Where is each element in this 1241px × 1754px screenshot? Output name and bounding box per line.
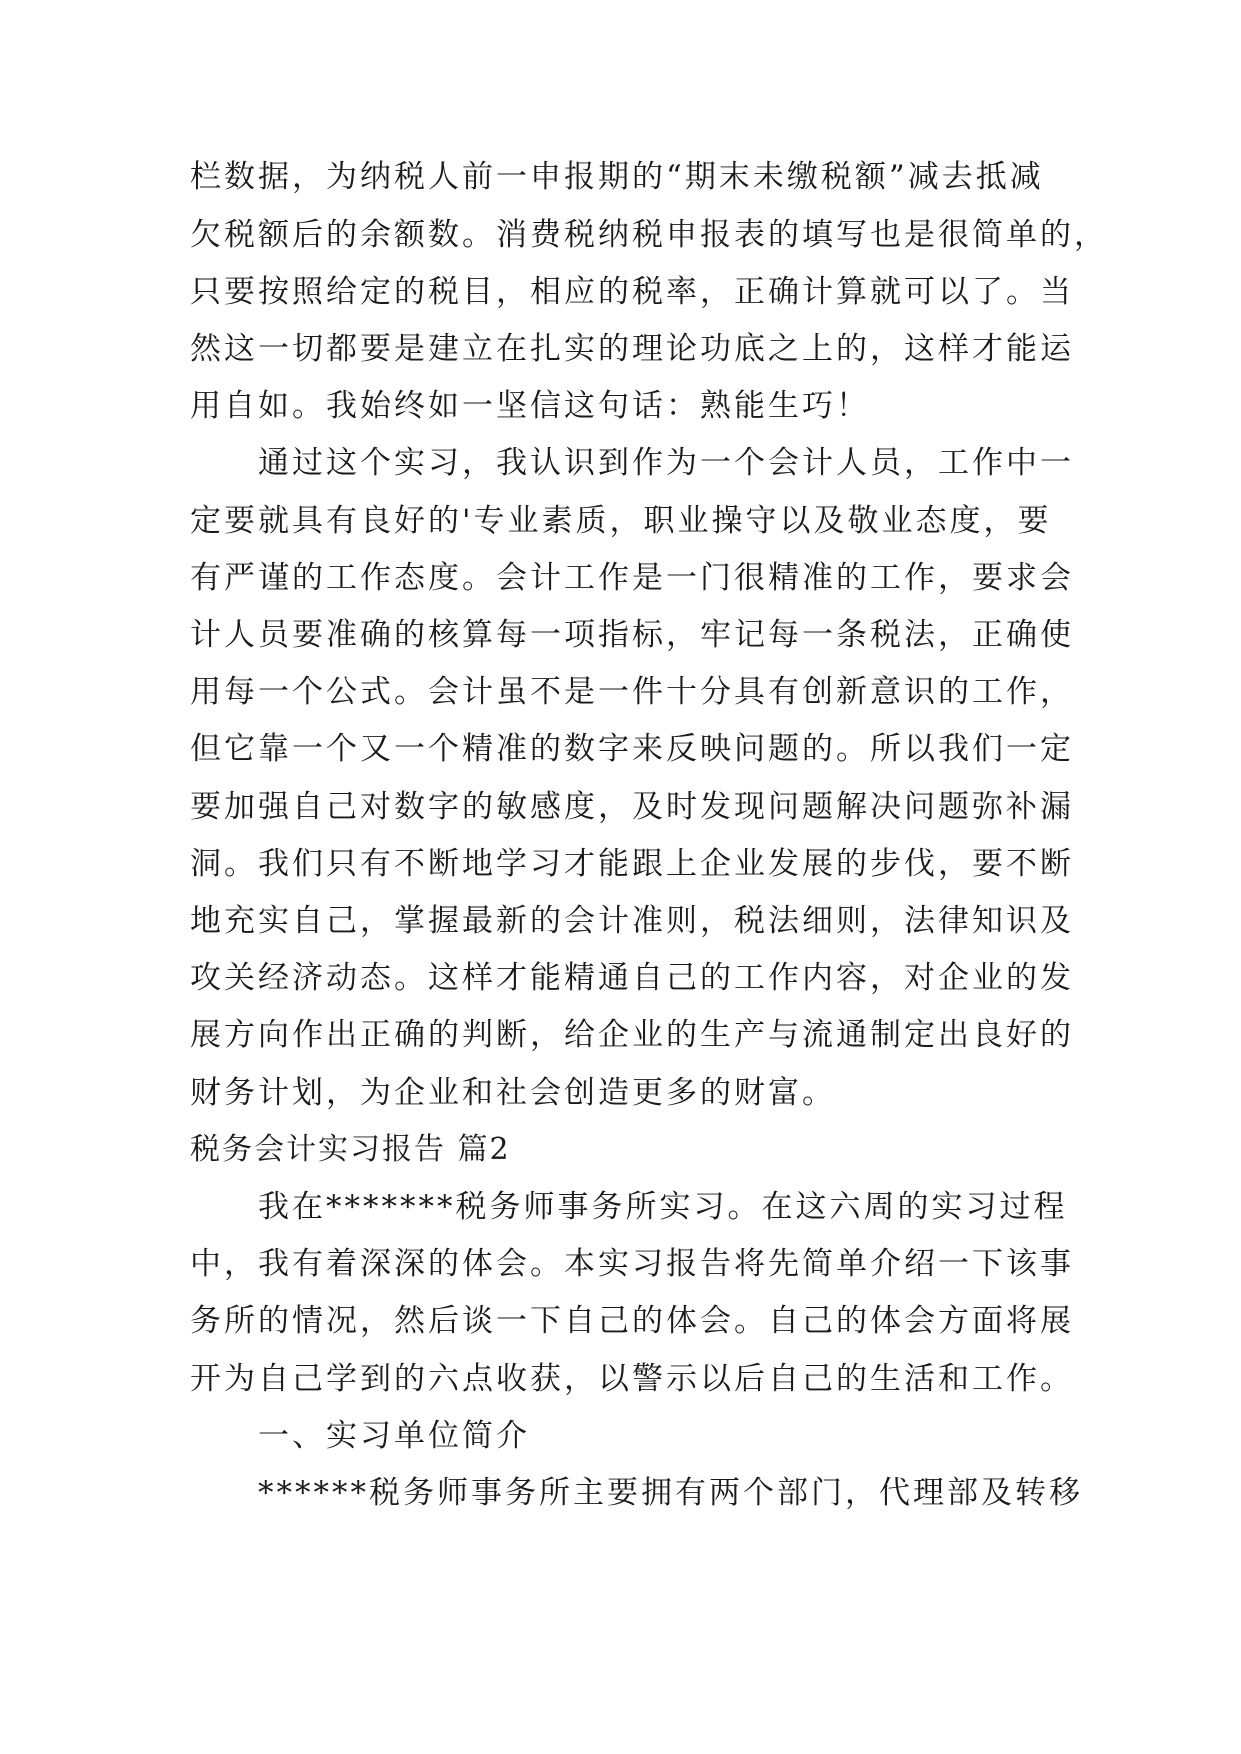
text-line: 展方向作出正确的判断，给企业的生产与流通制定出良好的	[190, 1017, 1074, 1053]
text-line: 攻关经济动态。这样才能精通自己的工作内容，对企业的发	[190, 960, 1074, 996]
text-line: 用自如。我始终如一坚信这句话：熟能生巧！	[190, 388, 870, 424]
text-line: 有严谨的工作态度。会计工作是一门很精准的工作，要求会	[190, 560, 1074, 596]
text-line: 计人员要准确的核算每一项指标，牢记每一条税法，正确使	[190, 617, 1074, 653]
text-line: 只要按照给定的税目，相应的税率，正确计算就可以了。当	[190, 274, 1074, 310]
text-line: 但它靠一个又一个精准的数字来反映问题的。所以我们一定	[190, 731, 1074, 767]
text-line: 中，我有着深深的体会。本实习报告将先简单介绍一下该事	[190, 1246, 1074, 1282]
subsection-heading: 一、实习单位简介	[190, 1418, 530, 1454]
paragraph-start: 我在*******税务师事务所实习。在这六周的实习过程	[190, 1189, 1068, 1225]
section-heading: 税务会计实习报告 篇2	[190, 1132, 511, 1167]
text-line: 地充实自己，掌握最新的会计准则，税法细则，法律知识及	[190, 903, 1074, 939]
text-line: 财务计划，为企业和社会创造更多的财富。	[190, 1075, 836, 1111]
text-line: 要加强自己对数字的敏感度，及时发现问题解决问题弥补漏	[190, 789, 1074, 825]
text-line: 务所的情况，然后谈一下自己的体会。自己的体会方面将展	[190, 1303, 1074, 1339]
text-line: 然这一切都要是建立在扎实的理论功底之上的，这样才能运	[190, 331, 1074, 367]
text-line: 用每一个公式。会计虽不是一件十分具有创新意识的工作，	[190, 674, 1074, 710]
paragraph-start: 通过这个实习，我认识到作为一个会计人员，工作中一	[190, 445, 1074, 481]
paragraph-start: ******税务师事务所主要拥有两个部门，代理部及转移	[190, 1475, 1083, 1511]
text-line: 定要就具有良好的'专业素质，职业操守以及敬业态度，要	[190, 503, 1052, 539]
text-line: 栏数据，为纳税人前一申报期的“期末未缴税额”减去抵减	[190, 159, 1044, 195]
text-line: 开为自己学到的六点收获，以警示以后自己的生活和工作。	[190, 1361, 1074, 1397]
text-line: 洞。我们只有不断地学习才能跟上企业发展的步伐，要不断	[190, 846, 1074, 882]
text-line: 欠税额后的余额数。消费税纳税申报表的填写也是很简单的，	[190, 217, 1108, 253]
